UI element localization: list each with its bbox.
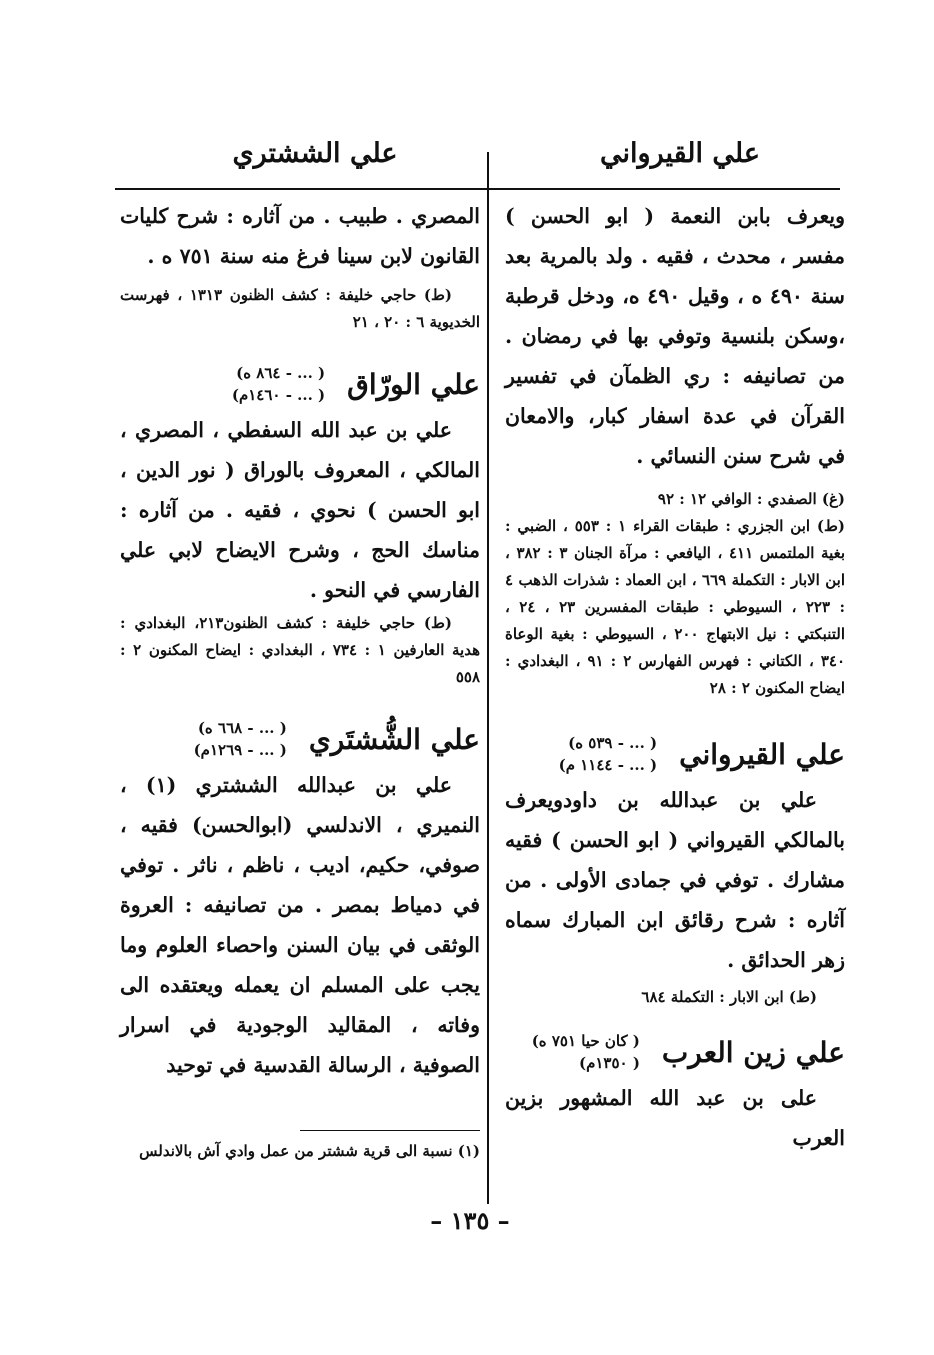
- date-hijri: ( ... - ٨٦٤ ه): [236, 364, 326, 382]
- entry-text: علي بن عبد الله السفطي ، المصري ، المالكي ، المعروف بالوراق ( نور الدين ، ابو الحسن ) نحوي ، فقيه . من آثاره : مناسك الحج ، وشرح الايضاح لابي علي الفارسي في النحو .: [120, 418, 480, 602]
- entry-name: علي الورّاق: [347, 367, 480, 401]
- date-gregorian: ( ... - ١٢٦٩م): [193, 741, 287, 759]
- entry-references: (ط) ابن الابار : التكملة ٦٨٤: [641, 988, 817, 1006]
- header-rule: [115, 188, 840, 190]
- entry-text: علي بن عبدالله الششتري (١) ، النميري ، الاندلسي (ابوالحسن) فقيه ، صوفي، حكيم، اديب ، ناظم ، ناثر . توفي في دمياط بمصر . من تصانيفه : العروة الوثقى في بيان السنن واحصاء العلوم وما يجب على المسلم ان يعمله ويعتقده الى وفاته ، المقاليد الوجودية في اسرار الصوفية ، الرسالة القدسية في توحيد: [120, 773, 480, 1077]
- entry-dates: [559, 732, 658, 776]
- footnote-rule: [300, 1130, 480, 1131]
- continued-entry-references: (ط) حاجي خليفة : كشف الظنون ١٣١٣ ، فهرست الخديوية ٦ : ٢٠ ، ٢١: [120, 286, 480, 331]
- running-header-right: علي القيرواني: [600, 138, 760, 169]
- entry-references: (ط) حاجي خليفة : كشف الظنون٢١٣، البغدادي : هدية العارفين ١ : ٧٣٤ ، البغدادي : ايضاح المكنون ٢ : ٥٥٨: [120, 614, 480, 686]
- entry-name: علي الشُّشتَري: [308, 722, 480, 756]
- date-gregorian: ( ... - ١٤٦٠م): [231, 386, 326, 404]
- entry-text: علي بن عبدالله بن داودويعرف بالمالكي القيرواني ( ابو الحسن ) فقيه مشارك . توفي في جمادى الأولى . من آثاره : شرح رقائق ابن المبارك سماه زهر الحدائق .: [505, 788, 845, 972]
- date-hijri: ( كان حيا ٧٥١ ه): [531, 1032, 640, 1050]
- entry-text: على بن عبد الله المشهور بزين العرب: [505, 1086, 845, 1150]
- column-divider: [487, 152, 489, 1204]
- continued-entry-text: ويعرف بابن النعمة ( ابو الحسن ) مفسر ، محدث ، فقيه . ولد بالمرية بعد سنة ٤٩٠ ه ، وقيل ٤٩٠ ه، ودخل قرطبة ،وسكن بلنسية وتوفي بها في رمضان . من تصانيفه : ري الظمآن في تفسير القرآن في عدة اسفار كبار، والامعان في شرح سنن النسائي .: [505, 204, 845, 468]
- entry-name: علي زين العرب: [661, 1035, 845, 1069]
- right-column: [505, 196, 845, 1158]
- page-number: – ١٣٥ –: [430, 1206, 510, 1235]
- references-ta: (ط) ابن الجزري : طبقات القراء ١ : ٥٥٣ ، الضبي : بغية الملتمس ٤١١ ، اليافعي : مرآة الجنان ٣ : ٣٨٢ ، ابن الابار : التكملة ٦٦٩ ، ابن العماد : شذرات الذهب ٤ : ٢٢٣ ، السيوطي : طبقات المفسرين ٢٣ ، ٢٤ ، التنبكتي : نيل الابتهاج ٢٠٠ ، السيوطي : بغية الوعاة ٣٤٠ ، الكتاني : فهرس الفهارس ٢ : ٩١ ، البغدادي : ايضاح المكنون ٢ : ٢٨: [505, 517, 846, 697]
- entry-dates: [532, 1030, 640, 1074]
- entry-dates: [194, 717, 287, 761]
- date-hijri: ( ... - ٦٦٨ ه): [197, 719, 287, 737]
- entry-dates: [232, 362, 325, 406]
- continued-entry-text: المصري . طبيب . من آثاره : شرح كليات القانون لابن سينا فرغ منه سنة ٧٥١ ه .: [120, 204, 480, 268]
- date-gregorian: ( ١٣٥٠م): [578, 1054, 640, 1072]
- entry-heading-warraq: [120, 362, 480, 406]
- entry-heading-shushtari: [120, 717, 480, 761]
- entry-name: علي القيرواني: [679, 737, 845, 771]
- left-column: [120, 196, 480, 1085]
- entry-heading-zayn-al-arab: [505, 1030, 845, 1074]
- date-hijri: ( ... - ٥٣٩ ه): [568, 734, 658, 752]
- footnote: (١) نسبة الى قرية ششتر من عمل وادي آش بالاندلس: [139, 1142, 480, 1160]
- entry-heading-qayrawani: [505, 732, 845, 776]
- date-gregorian: ( ... - ١١٤٤ م): [558, 756, 658, 774]
- running-header-left: علي الششتري: [232, 138, 398, 169]
- references-ghayn: (غ) الصفدي : الوافي ١٢ : ٩٢: [657, 490, 845, 508]
